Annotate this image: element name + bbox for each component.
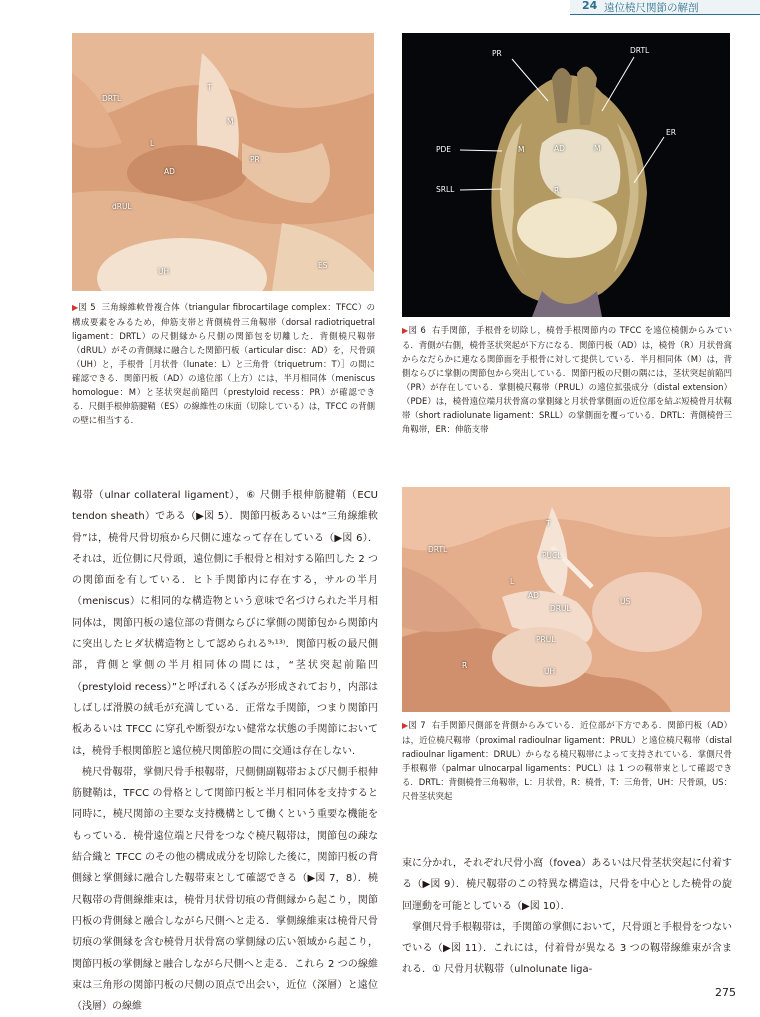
body-paragraph-2: 橈尺骨靱帯，掌側尺骨手根靱帯，尺側側副靱帯および尺側手根伸筋腱鞘は，TFCC の骨格として関節円板と半月相同体を支持すると同時に，橈尺関節の主要な支持機構として働くという重要な機能をもっている．橈骨遠位端と尺骨をつなぐ橈尺靱帯は，関節包の疎な結合織と TFCC のその他の構成成分を切除した後に，関節円板の背側縁と掌側縁に融合した靱帯束として確認できる（▶図 7，8）．橈尺靱帯の背側線維束は，橈骨月状骨切痕の背側縁から起こり，関節円板の背側縁と融合しながら尺側へと走る．掌側線維束は橈骨尺骨切痕の掌側縁を含む橈骨月状骨窩の掌側縁の広い領域から起こり，関節円板の掌側縁と融合しながら尺側へと走る．これら 2 つの線維束は三角形の関節円板の尺側の頂点で出会い，近位（深層）と遠位（浅層）の線維 — [72, 766, 378, 1013]
figure-7-image — [402, 487, 730, 712]
figure-6-marker: ▶ — [402, 326, 409, 335]
label-M: M — [227, 117, 234, 126]
label-M-right: M — [594, 144, 601, 153]
label-SRLL: SRLL — [436, 185, 455, 194]
label-dRUL: dRUL — [112, 202, 132, 211]
figure-6-leader-lines — [402, 33, 730, 317]
figure-7-number: 図 7 — [408, 720, 426, 730]
chapter-number: 24 — [582, 0, 598, 12]
label-PUCL: PUCL — [542, 551, 562, 560]
figure-5-number: 図 5 — [78, 302, 96, 312]
label-M-left: M — [518, 145, 525, 154]
label-DRTL: DRTL — [102, 94, 122, 103]
figure-5-photo — [72, 33, 374, 291]
label-L: L — [150, 139, 155, 148]
body-paragraph-1: 靱帯（ulnar collateral ligament），⑥ 尺側手根伸筋腱鞘（ECU tendon sheath）である（▶図 5）．関節円板あるいは“三角線維軟骨”は，橈骨尺骨切痕から尺側に連なって存在している（▶図 6）．それは，近位側に尺骨頭，遠位側に手根骨と相対する陥凹した 2 つの関節面を有している．ヒト手関節内に存在する，サルの半月（meniscus）に相同的な構造物という意味で名づけられた半月相同体は，関節円板の遠位部の背側ならびに掌側の関節包から関節内に突出したヒダ状構造物として認められる⁹˒¹³⁾．関節円板の最尺側部，背側と掌側の半月相同体の間には，“茎状突起前陥凹（prestyloid recess）”と呼ばれるくぼみが形成されており，内部はしばしば滑膜の絨毛が充満している．正常な手関節，つまり関節円板あるいは TFCC に穿孔や断裂がない健常な状態の手関節においては，橈骨手根関節腔と遠位橈尺関節腔の間に交通は存在しない． — [72, 490, 378, 757]
body-paragraph-4: 掌側尺骨手根靱帯は，手関節の掌側において，尺骨頭と手根骨をつないでいる（▶図 11）．これには，付着骨が異なる 3 つの靱帯線維束が含まれる．① 尺骨月状靱帯（ulnolunate liga- — [402, 921, 732, 976]
label-R: R — [462, 661, 468, 670]
body-left-column — [72, 485, 378, 1017]
label-L: L — [510, 577, 515, 586]
chapter-title: 遠位橈尺関節の解剖 — [604, 2, 699, 14]
label-R: R — [554, 186, 560, 195]
label-AD: AD — [528, 591, 539, 600]
label-US: US — [620, 597, 631, 606]
body-right-column — [402, 853, 732, 981]
figure-7-photo — [402, 487, 730, 712]
running-head — [570, 0, 760, 15]
label-AD: AD — [554, 144, 565, 153]
figure-6-number: 図 6 — [408, 325, 426, 335]
figure-7-caption-text: 右手関節尺側部を背側からみている．近位部が下方である．関節円板（AD）は，近位橈尺靱帯（proximal radioulnar ligament：PRUL）と遠位橈尺靱帯（distal radioulnar ligament：DRUL）からなる橈尺靱帯によって支持されている．掌側尺骨手根靱帯（palmar ulnocarpal ligaments：PUCL）は 1 つの靱帯束として確認できる．DRTL：背側橈骨三角靱帯，L：月状骨，R：橈骨，T：三角骨，UH：尺骨頭，US：尺骨茎状突起 — [402, 720, 732, 801]
label-AD: AD — [164, 167, 175, 176]
label-T: T — [207, 83, 212, 92]
label-ES: ES — [318, 261, 328, 270]
label-ER: ER — [666, 128, 676, 137]
label-DRTL: DRTL — [630, 46, 650, 55]
label-UH: UH — [158, 267, 170, 276]
figure-5-caption — [72, 300, 375, 427]
figure-7-marker: ▶ — [402, 721, 409, 730]
figure-5-marker: ▶ — [72, 303, 79, 312]
label-DRUL: DRUL — [550, 604, 571, 613]
label-T: T — [546, 519, 551, 528]
label-PR: PR — [492, 49, 502, 58]
label-PRUL: PRUL — [536, 635, 556, 644]
label-UH: UH — [544, 667, 556, 676]
figure-7-caption — [402, 718, 732, 803]
label-PR: PR — [250, 155, 260, 164]
figure-6-caption — [402, 323, 732, 436]
figure-6-caption-text: 右手関節，手根骨を切除し，橈骨手根関節内の TFCC を遠位橈側からみている．背側が右側，橈骨茎状突起が下方になる．関節円板（AD）は，橈骨（R）月状骨窩からなだらかに連なる関節面を手根骨に対して提供している．半月相同体（M）は，背側ならびに掌側の関節包から突出している．関節円板の尺側の隅には，茎状突起前陥凹（PR）が存在している．掌側橈尺靱帯（PRUL）の遠位拡張成分（distal extension）（PDE）は，橈骨遠位端月状骨窩の掌側縁と月状骨掌側面の近位部を結ぶ短橈骨月状靱帯（short radiolunate ligament：SRLL）の掌側面を覆っている．DRTL：背側橈骨三角靱帯，ER：伸筋支帯 — [402, 325, 733, 434]
figure-5-image — [72, 33, 374, 291]
body-paragraph-3: 束に分かれ，それぞれ尺骨小窩（fovea）あるいは尺骨茎状突起に付着する（▶図 9）．橈尺靱帯のこの特異な構造は，尺骨を中心とした橈骨の旋回運動を可能としている（▶図 10）． — [402, 858, 732, 912]
label-DRTL: DRTL — [428, 545, 448, 554]
page-number: 275 — [715, 986, 736, 999]
figure-5-caption-text: 三角線維軟骨複合体（triangular fibrocartilage complex：TFCC）の構成要素をみるため，伸筋支帯と背側橈骨三角靱帯（dorsal radiotriquetral ligament：DRTL）の尺側縁から尺側の関節包を切離した．背側橈尺靱帯（dRUL）がその背側縁に融合した関節円板（articular disc：AD）を，尺骨頭（UH）と，手根骨［月状骨（lunate：L）と三角骨（triquetrum：T）］の間に確認できる．関節円板（AD）の遠位部（上方）には，半月相同体（meniscus homologue：M）と茎状突起前陥凹（prestyloid recess：PR）が確認できる．尺側手根伸筋腱鞘（ES）の線維性の床面（切除している）は，TFCC の背側の壁に相当する． — [72, 302, 376, 425]
figure-6-photo — [402, 33, 730, 317]
label-PDE: PDE — [436, 145, 452, 154]
